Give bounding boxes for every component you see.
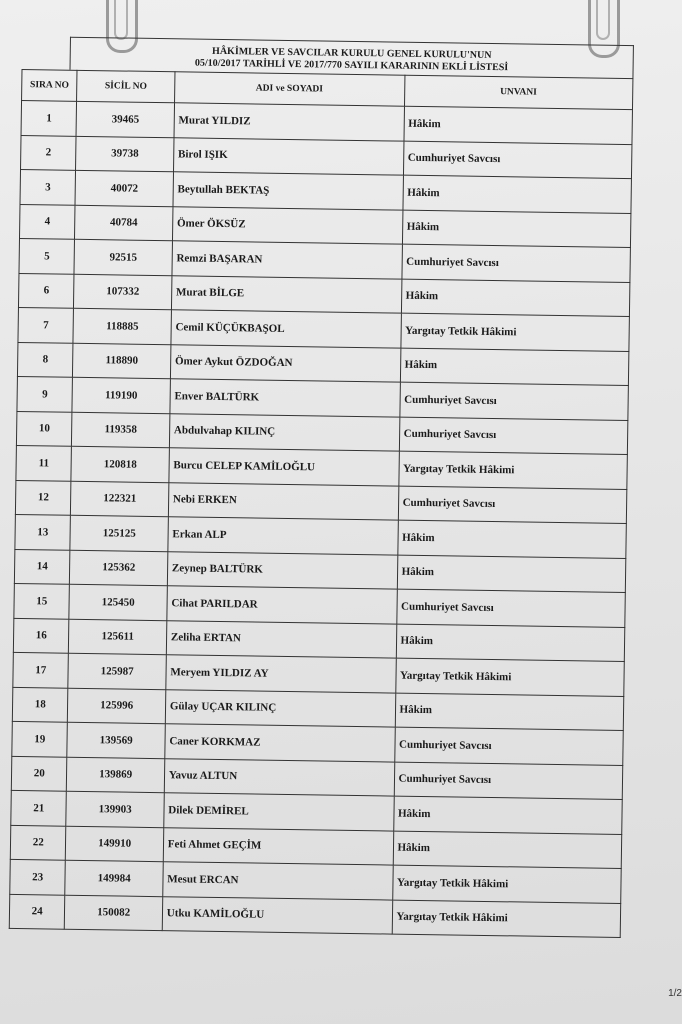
row-title: Yargıtay Tetkik Hâkimi [398,451,627,489]
row-title: Cumhuriyet Savcısı [399,382,628,420]
personnel-table [9,69,634,938]
row-sicil: 125450 [69,584,167,620]
row-number: 16 [13,618,69,653]
row-title: Hâkim [393,796,622,834]
document-title-line2: 05/10/2017 TARİHLİ VE 2017/770 SAYILI KARARININ EKLİ LİSTESİ [194,57,509,74]
row-sicil: 118890 [73,343,171,379]
row-title: Hâkim [402,210,631,248]
row-title: Cumhuriyet Savcısı [398,486,627,524]
row-sicil: 125611 [69,619,167,655]
row-title: Cumhuriyet Savcısı [403,141,632,179]
row-sicil: 40784 [75,205,173,241]
row-title: Cumhuriyet Savcısı [394,762,623,800]
row-sicil: 125996 [68,688,166,724]
row-name: Zeliha ERTAN [166,620,396,658]
row-sicil: 150082 [65,895,163,931]
row-sicil: 122321 [71,481,169,517]
row-name: Gülay UÇAR KILINÇ [165,689,395,727]
row-title: Cumhuriyet Savcısı [396,589,625,627]
row-sicil: 119190 [72,377,170,413]
row-name: Remzi BAŞARAN [172,241,402,279]
row-title: Cumhuriyet Savcısı [401,244,630,282]
row-name: Birol IŞIK [173,137,403,175]
row-title: Hâkim [395,693,624,731]
row-sicil: 39738 [76,136,174,172]
row-name: Mesut ERCAN [163,862,393,900]
row-sicil: 139569 [67,722,165,758]
row-name: Meryem YILDIZ AY [166,655,396,693]
row-name: Murat YILDIZ [174,103,404,141]
row-name: Utku KAMİLOĞLU [162,896,392,934]
row-sicil: 149910 [66,826,164,862]
row-name: Enver BALTÜRK [170,379,400,417]
row-name: Cihat PARILDAR [167,586,397,624]
row-title: Hâkim [397,555,626,593]
row-name: Zeynep BALTÜRK [167,551,397,589]
row-name: Erkan ALP [168,517,398,555]
row-title: Cumhuriyet Savcısı [394,727,623,765]
row-title: Yargıtay Tetkik Hâkimi [395,658,624,696]
row-title: Hâkim [404,106,633,144]
row-name: Dilek DEMİREL [164,793,394,831]
column-header-sicil: SİCİL NO [77,70,175,102]
row-number: 13 [15,514,71,549]
row-sicil: 139869 [67,757,165,793]
row-number: 20 [11,756,67,791]
row-sicil: 139903 [66,791,164,827]
row-title: Cumhuriyet Savcısı [399,417,628,455]
row-title: Yargıtay Tetkik Hâkimi [400,313,629,351]
row-name: Caner KORKMAZ [165,724,395,762]
row-number: 14 [14,549,70,584]
row-number: 23 [10,859,66,894]
row-sicil: 92515 [74,239,172,275]
row-number: 8 [17,342,73,377]
row-title: Hâkim [401,279,630,317]
document-sheet [9,36,634,938]
column-header-name: ADI ve SOYADI [174,72,404,106]
row-title: Hâkim [393,831,622,869]
row-sicil: 149984 [65,860,163,896]
row-number: 18 [12,687,68,722]
row-name: Feti Ahmet GEÇİM [163,827,393,865]
row-name: Abdulvahap KILINÇ [169,413,399,451]
row-number: 11 [16,445,72,480]
row-number: 17 [13,652,69,687]
row-number: 5 [19,238,75,273]
row-title: Hâkim [400,348,629,386]
row-sicil: 120818 [71,446,169,482]
table-body [9,101,632,938]
row-number: 2 [21,135,77,170]
row-number: 10 [16,411,72,446]
row-sicil: 125362 [70,550,168,586]
column-header-no: SIRA NO [22,70,78,102]
row-number: 22 [10,825,66,860]
row-number: 15 [14,583,70,618]
row-number: 12 [15,480,71,515]
row-name: Beytullah BEKTAŞ [173,172,403,210]
row-number: 1 [21,101,77,136]
row-title: Yargıtay Tetkik Hâkimi [392,865,621,903]
row-sicil: 118885 [73,308,171,344]
row-number: 6 [18,273,74,308]
row-number: 3 [20,169,76,204]
row-sicil: 39465 [76,101,174,137]
row-name: Yavuz ALTUN [164,758,394,796]
document-title-line1: HÂKİMLER VE SAVCILAR KURULU GENEL KURULU'NUN [212,45,492,61]
row-sicil: 119358 [72,412,170,448]
page-number: 1/2 [668,988,682,999]
row-title: Hâkim [396,624,625,662]
row-name: Cemil KÜÇÜKBAŞOL [171,310,401,348]
row-sicil: 107332 [74,274,172,310]
row-number: 7 [18,307,74,342]
row-title: Yargıtay Tetkik Hâkimi [392,900,621,938]
row-number: 9 [17,376,73,411]
row-name: Nebi ERKEN [168,482,398,520]
row-title: Hâkim [402,175,631,213]
row-name: Murat BİLGE [171,275,401,313]
row-number: 4 [19,204,75,239]
row-number: 24 [9,894,65,929]
row-sicil: 40072 [75,170,173,206]
row-name: Ömer Aykut ÖZDOĞAN [170,344,400,382]
row-sicil: 125987 [68,653,166,689]
row-name: Ömer ÖKSÜZ [172,206,402,244]
column-header-title: UNVANI [404,75,633,109]
row-sicil: 125125 [70,515,168,551]
row-number: 21 [11,790,67,825]
row-name: Burcu CELEP KAMİLOĞLU [169,448,399,486]
row-number: 19 [12,721,68,756]
row-title: Hâkim [397,520,626,558]
